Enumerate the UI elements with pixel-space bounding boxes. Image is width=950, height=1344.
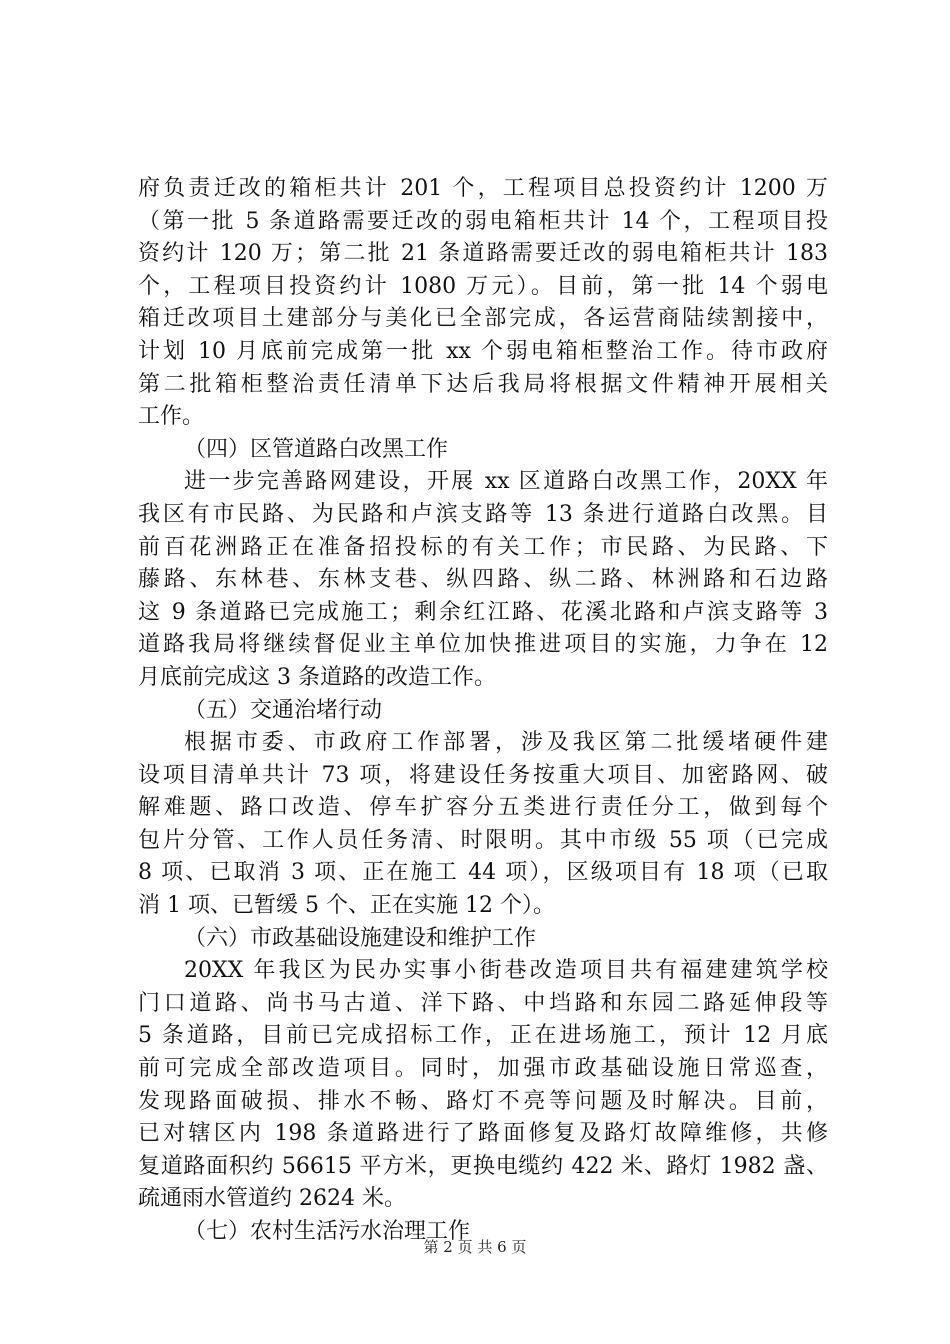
paragraph-line: 疏通雨水管道约 2624 米。	[138, 1186, 406, 1212]
paragraph-line: 设项目清单共计 73 项，将建设任务按重大项目、加密路网、破	[138, 762, 828, 788]
paragraph-line: 5 条道路，目前已完成招标工作，正在进场施工，预计 12 月底	[138, 1023, 828, 1049]
paragraph-line: 20XX 年我区为民办实事小街巷改造项目共有福建建筑学校	[184, 958, 828, 984]
paragraph-line: 这 9 条道路已完成施工；剩余红江路、花溪北路和卢滨支路等 3	[138, 599, 828, 625]
paragraph-line: 个，工程项目投资约计 1080 万元）。目前，第一批 14 个弱电	[138, 273, 828, 299]
paragraph-line: 前可完成全部改造项目。同时，加强市政基础设施日常巡查，	[138, 1056, 828, 1082]
paragraph-line: 根据市委、市政府工作部署，涉及我区第二批缓堵硬件建	[184, 730, 828, 756]
section-heading: （六）市政基础设施建设和维护工作	[184, 925, 537, 951]
paragraph-line: 消 1 项、已暂缓 5 个、正在实施 12 个）。	[138, 893, 555, 919]
paragraph-line: 解难题、路口改造、停车扩容分五类进行责任分工，做到每个	[138, 795, 828, 821]
paragraph-line: 工作。	[138, 404, 205, 430]
paragraph-line: 包片分管、工作人员任务清、时限明。其中市级 55 项（已完成	[138, 827, 828, 853]
paragraph-line: （第一批 5 条道路需要迁改的弱电箱柜共计 14 个，工程项目投	[138, 208, 828, 234]
paragraph-line: 我区有市民路、为民路和卢滨支路等 13 条进行道路白改黑。目	[138, 501, 828, 527]
page-number-footer: 第 2 页 共 6 页	[423, 1238, 527, 1256]
paragraph-line: 府负责迁改的箱柜共计 201 个，工程项目总投资约计 1200 万	[138, 176, 828, 201]
document-body	[138, 173, 828, 1249]
paragraph-line: 已对辖区内 198 条道路进行了路面修复及路灯故障维修，共修	[138, 1121, 828, 1147]
paragraph-line: 进一步完善路网建设，开展 xx 区道路白改黑工作，20XX 年	[184, 469, 828, 495]
section-heading: （七）农村生活污水治理工作	[184, 1219, 471, 1244]
section-heading: （五）交通治堵行动	[184, 697, 383, 723]
paragraph-line: 前百花洲路正在准备招投标的有关工作；市民路、为民路、下	[138, 534, 828, 560]
paragraph-line: 第二批箱柜整治责任清单下达后我局将根据文件精神开展相关	[138, 371, 828, 397]
paragraph-line: 资约计 120 万；第二批 21 条道路需要迁改的弱电箱柜共计 183	[138, 241, 828, 267]
paragraph-line: 门口道路、尚书马古道、洋下路、中垱路和东园二路延伸段等	[138, 990, 828, 1016]
paragraph-line: 月底前完成这 3 条道路的改造工作。	[138, 664, 496, 690]
paragraph-line: 藤路、东林巷、东林支巷、纵四路、纵二路、林洲路和石边路	[138, 567, 828, 593]
paragraph-line: 箱迁改项目土建部分与美化已全部完成，各运营商陆续割接中，	[138, 306, 828, 332]
paragraph-line: 发现路面破损、排水不畅、路灯不亮等问题及时解决。目前，	[138, 1088, 828, 1114]
section-heading: （四）区管道路白改黑工作	[184, 436, 449, 462]
paragraph-line: 复道路面积约 56615 平方米，更换电缆约 422 米、路灯 1982 盏、	[138, 1153, 828, 1179]
paragraph-line: 道路我局将继续督促业主单位加快推进项目的实施，力争在 12	[138, 632, 828, 658]
paragraph-line: 计划 10 月底前完成第一批 xx 个弱电箱柜整治工作。待市政府	[138, 338, 828, 364]
paragraph-line: 8 项、已取消 3 项、正在施工 44 项），区级项目有 18 项（已取	[138, 860, 828, 886]
